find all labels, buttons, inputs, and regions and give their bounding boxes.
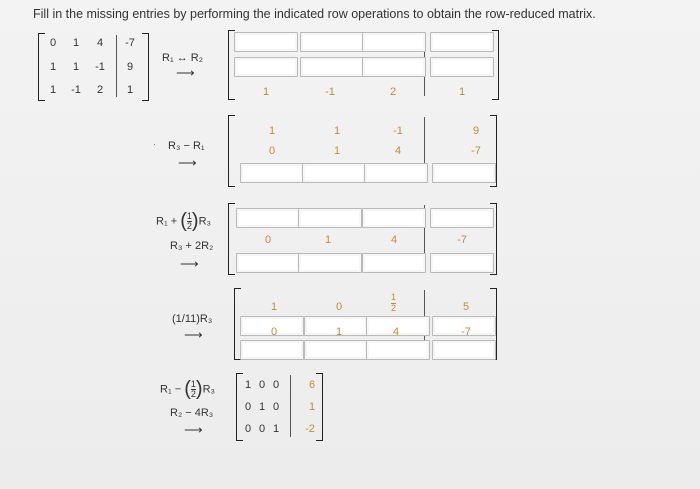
answer-input[interactable] — [234, 57, 298, 77]
matrix-entry: 0 — [244, 423, 252, 435]
step5-op-suffix: R₃ — [202, 383, 215, 396]
matrix-entry: -1 — [393, 125, 403, 137]
matrix-entry: 0 — [272, 401, 280, 413]
matrix-entry: 9 — [472, 125, 480, 137]
answer-input[interactable] — [362, 253, 426, 273]
answer-input[interactable] — [298, 253, 362, 273]
matrix-entry: -7 — [457, 234, 467, 246]
answer-input[interactable] — [362, 57, 426, 77]
matrix-entry: 0 — [270, 326, 278, 338]
answer-input[interactable] — [236, 253, 300, 273]
frac-denominator: 2 — [186, 221, 192, 231]
frac-denominator: 2 — [391, 303, 397, 313]
step2-operation: R₃ − R₁ — [168, 140, 205, 152]
matrix-entry: -1 — [325, 86, 335, 98]
left-bracket — [228, 115, 235, 187]
matrix-entry: 5 — [462, 301, 470, 313]
step3-op-prefix: R₁ + — [156, 215, 178, 228]
answer-input[interactable] — [362, 208, 426, 228]
answer-input[interactable] — [240, 340, 304, 360]
frac-numerator: 1 — [190, 379, 196, 389]
left-bracket — [228, 203, 235, 275]
matrix-entry: 0 — [272, 379, 280, 391]
answer-input[interactable] — [362, 32, 426, 52]
matrix-entry: 2 — [389, 86, 397, 98]
step2-arrow: ⟶ — [178, 155, 197, 170]
matrix-entry: 1 — [244, 379, 252, 391]
bullet-dot: · — [153, 139, 156, 149]
matrix-entry: -7 — [471, 145, 481, 157]
step3-arrow: ⟶ — [180, 256, 199, 271]
step1-operation: R₁ ↔ R₂ — [162, 52, 203, 64]
matrix-entry: 4 — [390, 234, 398, 246]
answer-input[interactable] — [300, 57, 364, 77]
answer-input[interactable] — [240, 163, 304, 183]
matrix-entry: 1 — [49, 61, 57, 73]
matrix-entry: 1 — [272, 423, 280, 435]
matrix-entry: 6 — [308, 379, 316, 391]
matrix-entry: 4 — [392, 326, 400, 338]
matrix-entry: 1 — [333, 145, 341, 157]
answer-input[interactable] — [234, 32, 298, 52]
answer-input[interactable] — [432, 340, 496, 360]
matrix-entry: 1 — [335, 326, 343, 338]
matrix-entry: -7 — [461, 326, 471, 338]
answer-input[interactable] — [432, 163, 496, 183]
step5-arrow: ⟶ — [184, 422, 203, 437]
matrix-entry: 0 — [258, 379, 266, 391]
matrix-entry: 1 — [72, 61, 80, 73]
paren-close: ) — [195, 378, 203, 400]
answer-input[interactable] — [366, 340, 430, 360]
instruction-text: Fill in the missing entries by performing the indicated row operations to obtain the row-reduced matrix. — [33, 7, 596, 21]
matrix-entry: -2 — [305, 423, 315, 435]
matrix-entry: 1 — [458, 86, 466, 98]
answer-input[interactable] — [302, 163, 366, 183]
frac-numerator: 1 — [391, 292, 397, 302]
matrix-entry: 1 — [270, 301, 278, 313]
frac-numerator: 1 — [186, 211, 192, 221]
matrix-entry: -7 — [125, 37, 135, 49]
step3-operation-b: R₃ + 2R₂ — [170, 240, 214, 252]
answer-input[interactable] — [304, 340, 368, 360]
matrix-entry: 0 — [264, 234, 272, 246]
matrix-entry: 0 — [335, 301, 343, 313]
answer-input[interactable] — [430, 32, 494, 52]
matrix-entry: 1 — [49, 84, 57, 96]
matrix-entry: 1 — [72, 37, 80, 49]
matrix-entry: 1 — [324, 234, 332, 246]
matrix-entry: 0 — [258, 423, 266, 435]
paren-open: ( — [180, 210, 187, 232]
matrix-entry: 1 — [268, 125, 276, 137]
step5-operation-b: R₂ − 4R₃ — [170, 407, 214, 419]
matrix-entry: 1 — [333, 125, 341, 137]
step4-arrow: ⟶ — [184, 327, 203, 342]
matrix-entry: 4 — [394, 145, 402, 157]
matrix-entry: 1 — [308, 401, 316, 413]
answer-input[interactable] — [430, 57, 494, 77]
answer-input[interactable] — [236, 208, 300, 228]
answer-input[interactable] — [364, 163, 428, 183]
matrix-entry: 0 — [268, 145, 276, 157]
step4-operation: (1/11)R₃ — [172, 313, 213, 325]
matrix-entry: 2 — [96, 84, 104, 96]
answer-input[interactable] — [430, 208, 494, 228]
step5-op-prefix: R₁ − — [160, 383, 182, 396]
frac-denominator: 2 — [190, 389, 196, 399]
step3-op-suffix: R₃ — [198, 215, 211, 228]
matrix-entry: 4 — [96, 37, 104, 49]
answer-input[interactable] — [300, 32, 364, 52]
matrix-entry: -1 — [71, 84, 81, 96]
matrix-entry: 0 — [244, 401, 252, 413]
step1-arrow: ⟶ — [176, 65, 195, 80]
matrix-entry: 1 — [126, 84, 134, 96]
augment-line — [290, 375, 291, 437]
answer-input[interactable] — [298, 208, 362, 228]
paren-open: ( — [184, 378, 191, 400]
matrix-entry: 9 — [126, 61, 134, 73]
matrix-entry: -1 — [95, 61, 105, 73]
step5-operation-a — [160, 378, 215, 401]
matrix-entry-fraction — [391, 293, 396, 313]
matrix-entry: 1 — [262, 86, 270, 98]
right-bracket — [142, 33, 149, 101]
matrix-entry: 0 — [49, 37, 57, 49]
answer-input[interactable] — [430, 253, 494, 273]
paren-close: ) — [191, 210, 199, 232]
step3-operation-a — [156, 210, 211, 233]
matrix-entry: 1 — [258, 401, 266, 413]
